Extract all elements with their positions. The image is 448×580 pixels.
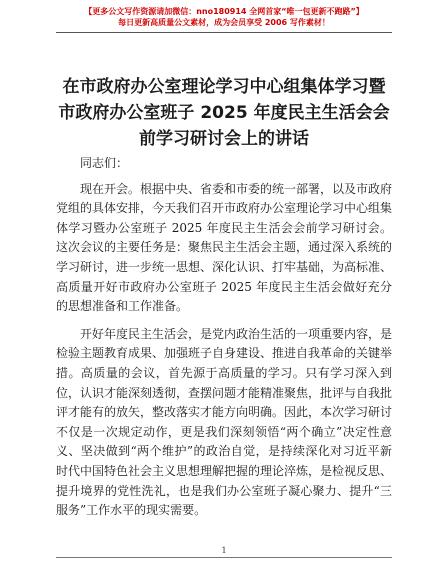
page-number: 1 <box>221 546 227 555</box>
promo-line-2: 每日更新高质量公文素材，成为会员享受 2006 写作素材！ <box>118 18 330 27</box>
greeting: 同志们： <box>80 156 129 170</box>
document-title: 在市政府办公室理论学习中心组集体学习暨市政府办公室班子 2025 年度民主生活会会前学习研讨会上的讲话 <box>58 77 390 149</box>
paragraph-2: 开好年度民主生活会，是党内政治生活的一项重要内容，是检验主题教育成果、加强班子自身建设、推进自我革命的关键举措。高质量的会议，首先源于高质量的学习。只有学习深入到位，认识才能深刻透彻，查摆问题才能精准聚焦，批评与自我批评才能有的放矢，整改落实才能方向明确。因此，本次学习研讨不仅是一次规定动作，更是我们深刻领悟“两个确立”决定性意义、坚决做到“两个维护”的政治自觉，是持续深化对习近平新时代中国特色社会主义思想理解把握的理论淬炼，是检视反思、提升境界的党性洗礼，也是我们办公室班子凝心聚力、提升“三服务”工作水平的现实需要。 <box>56 326 393 518</box>
header-divider <box>56 32 392 33</box>
document-body <box>56 154 392 521</box>
promo-header <box>0 6 448 28</box>
paragraph-1: 现在开会。根据中央、省委和市委的统一部署，以及市政府党组的具体安排，今天我们召开市政府办公室理论学习中心组集体学习暨办公室班子 2025 年度民主生活会会前学习研讨会。这次会议的主要任务是：聚焦民主生活会主题，通过深入系统的学习研讨，进一步统一思想、深化认识、打牢基础，为高标准、高质量开好市政府办公室班子 2025 年度民主生活会做好充分的思想准备和工作准备。 <box>56 181 393 314</box>
footer-divider <box>56 557 392 558</box>
promo-line-1: 【更多公文写作资源请加微信：nno180914 全网首家“唯一包更新不跑路”】 <box>84 7 364 16</box>
